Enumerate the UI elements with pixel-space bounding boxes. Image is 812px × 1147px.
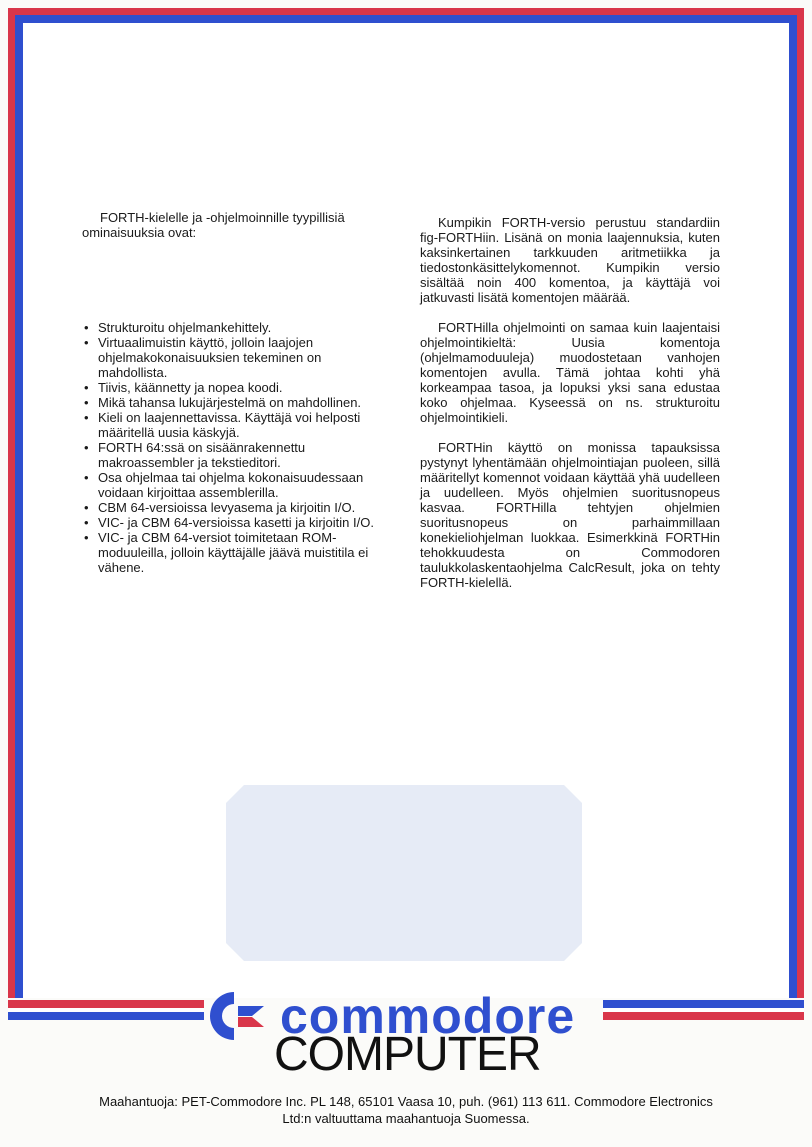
feature-item: • Mikä tahansa lukujärjestelmä on mahdollinen. <box>84 395 362 410</box>
feature-item: • Osa ohjelmaa tai ohjelma kokonaisuudessaan voidaan kirjoittaa assemblerilla. <box>84 470 364 500</box>
brand-subtitle: COMPUTER <box>274 1028 541 1081</box>
footer-line-2: Ltd:n valtuuttama maahantuoja Suomessa. <box>282 1111 530 1126</box>
left-column <box>82 210 386 575</box>
bullet-icon: • <box>84 335 89 350</box>
feature-item: • Kieli on laajennettavissa. Käyttäjä voi helposti määritellä uusia käskyjä. <box>84 410 361 440</box>
bullet-icon: • <box>84 500 89 515</box>
bullet-icon: • <box>84 530 89 545</box>
stripe-band-left <box>8 1000 204 1024</box>
right-column <box>420 215 720 605</box>
bullet-icon: • <box>84 470 89 485</box>
stripe-band-right <box>603 1000 804 1024</box>
bullet-icon: • <box>84 320 89 335</box>
features-list <box>82 320 386 575</box>
bullet-icon: • <box>84 515 89 530</box>
footer-line-1: Maahantuoja: PET-Commodore Inc. PL 148, 65101 Vaasa 10, puh. (961) 113 611. Commodore Electronics <box>99 1094 713 1109</box>
feature-item: • Strukturoitu ohjelmankehittely. <box>84 320 272 335</box>
importer-footer <box>40 1093 772 1127</box>
feature-item: • VIC- ja CBM 64-versioissa kasetti ja kirjoitin I/O. <box>84 515 374 530</box>
bullet-icon: • <box>84 395 89 410</box>
feature-item: • Tiivis, käännetty ja nopea koodi. <box>84 380 283 395</box>
paragraph-versions: Kumpikin FORTH-versio perustuu standardiin fig-FORTHiin. Lisänä on monia laajennuksia, kuten kaksinkertainen tarkkuuden aritmetiikka ja tiedostonkäsittelykomennot. Kumpikin versio sisältää noin 400 komentoa, ja käyttäjä voi jatkuvasti lisätä komentojen määrää. <box>420 215 720 305</box>
feature-item: • FORTH 64:ssä on sisäänrakennettu makroassembler ja tekstieditori. <box>84 440 306 470</box>
bullet-icon: • <box>84 440 89 455</box>
bullet-icon: • <box>84 380 89 395</box>
paragraph-programming: FORTHilla ohjelmointi on samaa kuin laajentaisi ohjelmointikieltä: Uusia komentoja (ohjelmamoduuleja) muodostetaan vanhojen komentojen avulla. Tämä johtaa kohti yhä korkeampaa tasoa, ja lopuksi yksi sana edustaa koko ohjelmaa. Kyseessä on ns. strukturoitu ohjelmointikieli. <box>420 320 720 425</box>
envelope-window <box>226 785 582 961</box>
feature-item: • VIC- ja CBM 64-versiot toimitetaan ROM-moduuleilla, jolloin käyttäjälle jäävä muistitila ei vähene. <box>84 530 369 575</box>
commodore-logo-icon <box>204 990 274 1042</box>
bullet-icon: • <box>84 410 89 425</box>
paragraph-usage: FORTHin käyttö on monissa tapauksissa pystynyt lyhentämään ohjelmointiajan puoleen, sillä määritellyt komennot voidaan käyttää yhä uudelleen ja uudelleen. Myös ohjelmien suoritusnopeus kasvaa. FORTHilla tehtyjen ohjelmien suoritusnopeus on parhaimmillaan konekieliohjelman luokkaa. Esimerkkinä FORTHin tehokkuudesta on Commodoren taulukkolaskentaohjelma CalcResult, joka on tehty FORTH-kielellä. <box>420 440 720 590</box>
feature-item: • CBM 64-versioissa levyasema ja kirjoitin I/O. <box>84 500 356 515</box>
features-intro: FORTH-kielelle ja -ohjelmoinnille tyypillisiä ominaisuuksia ovat: <box>82 210 345 240</box>
feature-item: • Virtuaalimuistin käyttö, jolloin laajojen ohjelmakokonaisuuksien tekeminen on mahdollista. <box>84 335 322 380</box>
brand-wordmark: commodore <box>280 988 576 1044</box>
